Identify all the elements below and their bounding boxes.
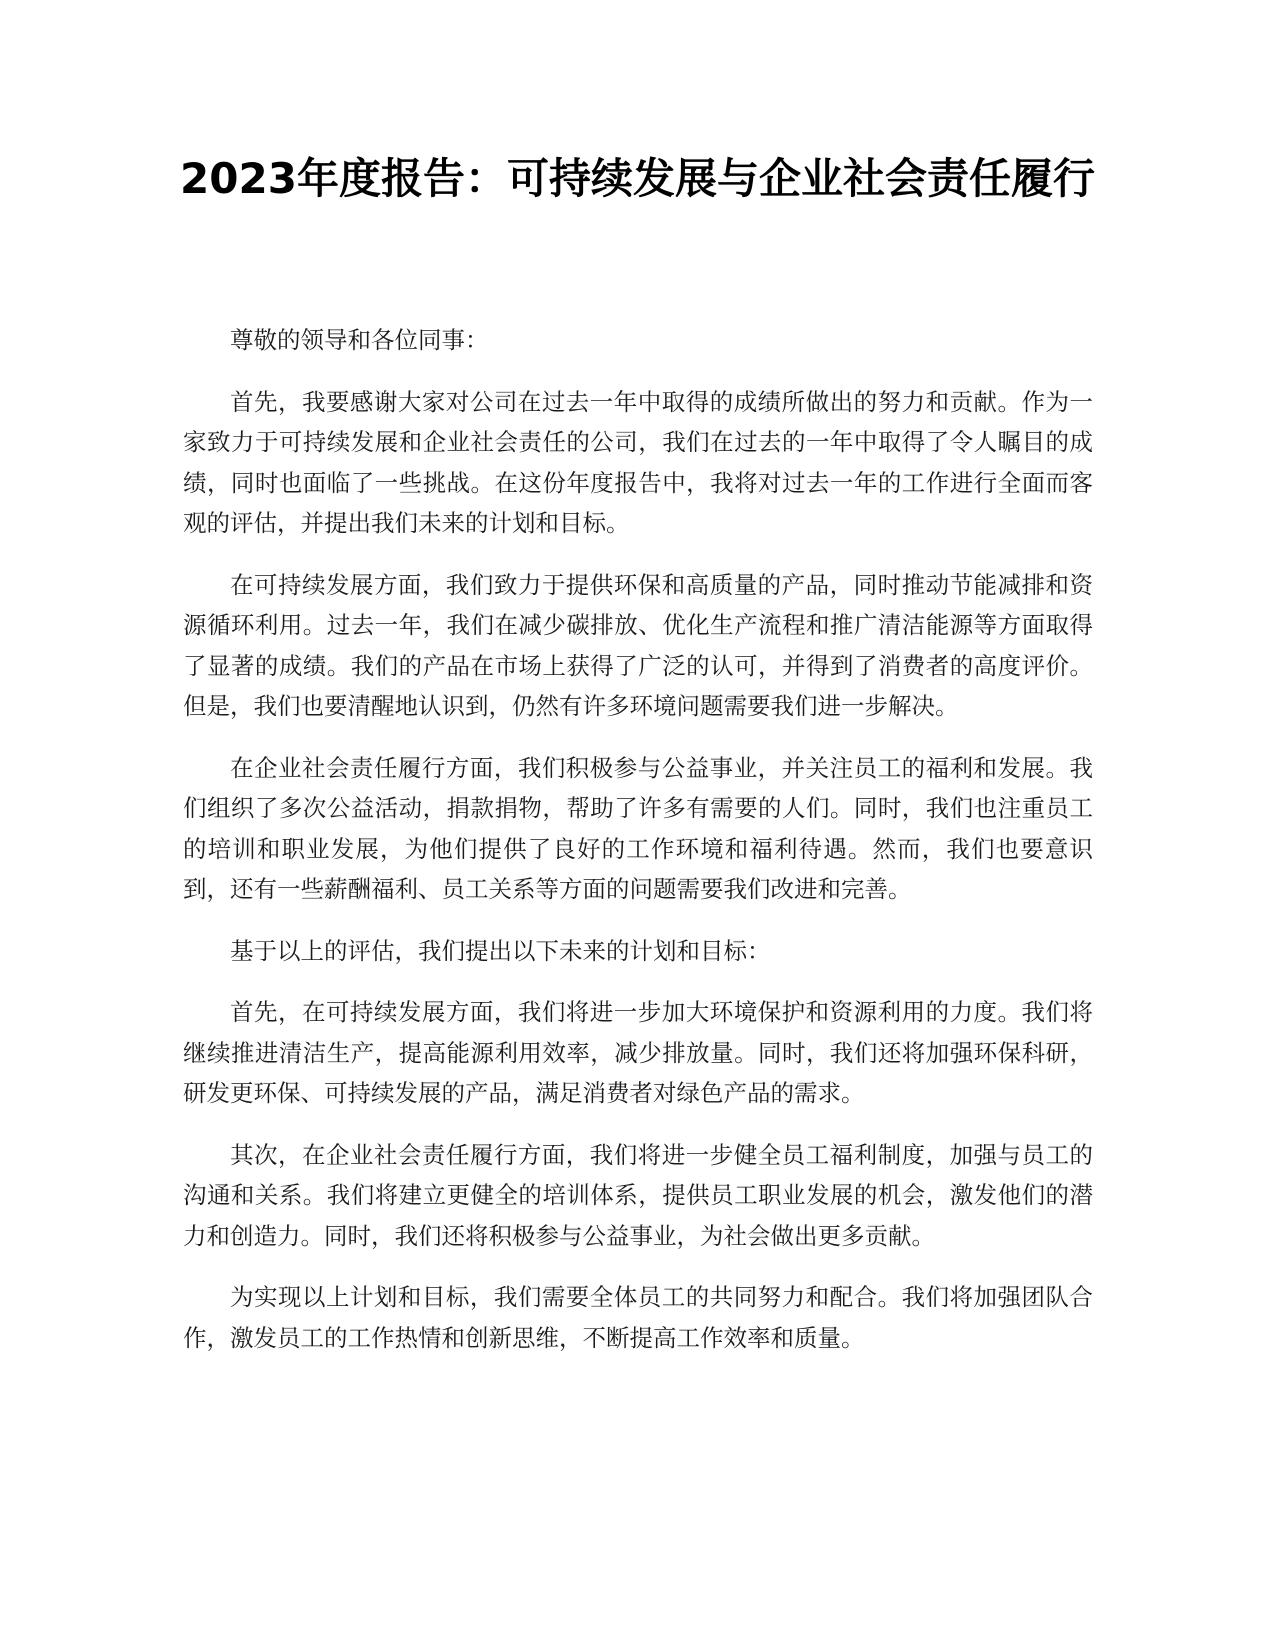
sustainability-plan-paragraph: 首先，在可持续发展方面，我们将进一步加大环境保护和资源利用的力度。我们将继续推进清洁生产，提高能源利用效率，减少排放量。同时，我们还将加强环保科研，研发更环保、可持续发展的产品，满足消费者对绿色产品的需求。 (183, 998, 1093, 1107)
teamwork-paragraph: 为实现以上计划和目标，我们需要全体员工的共同努力和配合。我们将加强团队合作，激发员工的工作热情和创新思维，不断提高工作效率和质量。 (183, 1283, 1093, 1352)
intro-paragraph: 首先，我要感谢大家对公司在过去一年中取得的成绩所做出的努力和贡献。作为一家致力于可持续发展和企业社会责任的公司，我们在过去的一年中取得了令人瞩目的成绩，同时也面临了一些挑战。在这份年度报告中，我将对过去一年的工作进行全面而客观的评估，并提出我们未来的计划和目标。 (183, 387, 1093, 537)
sustainability-review-paragraph: 在可持续发展方面，我们致力于提供环保和高质量的产品，同时推动节能减排和资源循环利用。过去一年，我们在减少碳排放、优化生产流程和推广清洁能源等方面取得了显著的成绩。我们的产品在市场上获得了广泛的认可，并得到了消费者的高度评价。但是，我们也要清醒地认识到，仍然有许多环境问题需要我们进一步解决。 (183, 570, 1093, 720)
document-body (183, 320, 1093, 1379)
salutation-paragraph: 尊敬的领导和各位同事： (230, 326, 489, 354)
csr-review-paragraph: 在企业社会责任履行方面，我们积极参与公益事业，并关注员工的福利和发展。我们组织了多次公益活动，捐款捐物，帮助了许多有需要的人们。同时，我们也注重员工的培训和职业发展，为他们提供了良好的工作环境和福利待遇。然而，我们也要意识到，还有一些薪酬福利、员工关系等方面的问题需要我们改进和完善。 (183, 753, 1093, 903)
plans-intro-paragraph: 基于以上的评估，我们提出以下未来的计划和目标： (230, 936, 771, 965)
document-title: 2023年度报告：可持续发展与企业社会责任履行 (180, 154, 1095, 203)
csr-plan-paragraph: 其次，在企业社会责任履行方面，我们将进一步健全员工福利制度，加强与员工的沟通和关系。我们将建立更健全的培训体系，提供员工职业发展的机会，激发他们的潜力和创造力。同时，我们还将积极参与公益事业，为社会做出更多贡献。 (183, 1140, 1093, 1250)
